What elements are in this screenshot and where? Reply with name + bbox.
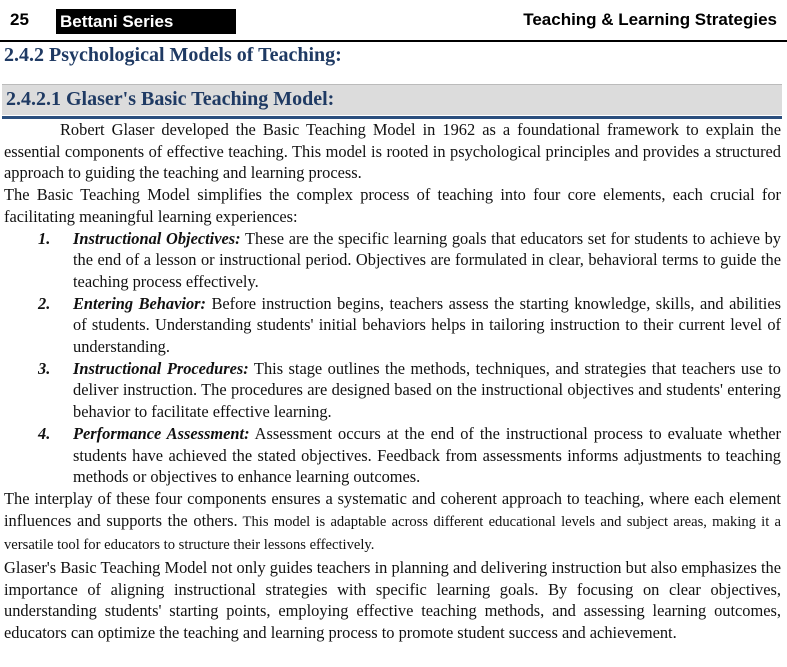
item-text: Before instruction begins, teachers assess the starting knowledge, skills, and abilities of students. Understanding students' initial behaviors helps in tailoring instruction to their current level of understanding. bbox=[73, 293, 781, 357]
series-label: Bettani Series bbox=[56, 9, 236, 34]
interplay-paragraph bbox=[4, 488, 781, 557]
item-number: 3. bbox=[38, 358, 51, 378]
body-content bbox=[4, 119, 781, 644]
page-number: 25 bbox=[10, 10, 29, 29]
item-term: Instructional Procedures: bbox=[73, 358, 249, 378]
intro-paragraph: Robert Glaser developed the Basic Teaching Model in 1962 as a foundational framework to explain the essential components of effective teaching. This model is rooted in psychological principles and provides a structured approach to guiding the teaching and learning process. bbox=[4, 120, 781, 183]
interplay-small-text: This model is adaptable across different educational levels and subject areas, making it a versatile tool for educators to structure their lessons effectively. bbox=[4, 513, 782, 554]
subsection-heading: 2.4.2.1 Glaser's Basic Teaching Model: bbox=[6, 88, 335, 110]
subsection-heading-box bbox=[2, 84, 782, 115]
section-heading: 2.4.2 Psychological Models of Teaching: bbox=[4, 44, 342, 66]
list-item bbox=[4, 358, 781, 423]
header-rule bbox=[0, 40, 787, 42]
item-number: 2. bbox=[38, 293, 51, 313]
conclusion-paragraph: Glaser's Basic Teaching Model not only guides teachers in planning and delivering instruction but also emphasizes the importance of aligning instructional strategies with specific learning goals. By focusing on clear objectives, understanding students' starting points, employing effective teaching methods, and assessing learning outcomes, educators can optimize the teaching and learning process to promote student success and achievement. bbox=[4, 558, 781, 643]
item-text: These are the specific learning goals that educators set for students to achieve by the end of a lesson or instructional period. Objectives are formulated in clear, behavioral terms to guide the teaching process effectively. bbox=[73, 228, 781, 291]
page-header bbox=[0, 6, 787, 38]
item-number: 1. bbox=[38, 228, 51, 248]
running-title: Teaching & Learning Strategies bbox=[523, 10, 777, 29]
components-list bbox=[4, 228, 781, 488]
item-term: Instructional Objectives: bbox=[73, 228, 241, 248]
list-item bbox=[4, 228, 781, 293]
list-item bbox=[4, 423, 781, 488]
item-term: Performance Assessment: bbox=[73, 423, 250, 443]
item-term: Entering Behavior: bbox=[73, 293, 206, 313]
interplay-main-text: The interplay of these four components ensures a systematic and coherent approach to teaching, where each element influences and supports the others. bbox=[4, 488, 781, 530]
list-item bbox=[4, 293, 781, 358]
item-text: Assessment occurs at the end of the instructional process to evaluate whether students have achieved the stated objectives. Feedback from assessments informs adjustments to teaching methods or objectives to enhance learning outcomes. bbox=[73, 423, 782, 487]
item-number: 4. bbox=[38, 423, 51, 443]
overview-paragraph: The Basic Teaching Model simplifies the complex process of teaching into four core elements, each crucial for facilitating meaningful learning experiences: bbox=[4, 185, 781, 226]
item-text: This stage outlines the methods, techniques, and strategies that teachers use to deliver instruction. The procedures are designed based on the instructional objectives and students' entering behavior to facilitate effective learning. bbox=[73, 358, 781, 422]
